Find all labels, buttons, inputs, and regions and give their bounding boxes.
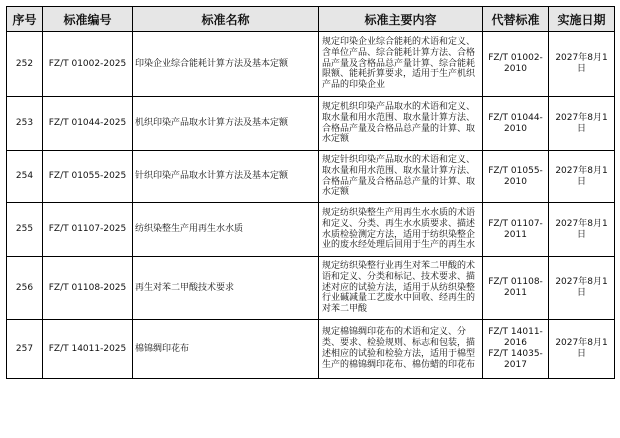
row-content: 规定纺织染整行业再生对苯二甲酸的术语和定义、分类和标记、技术要求、描述对应的试验方法，适用于从纺织染整行业碱减量工艺废水中回收、经再生的对苯二甲酸 [319,257,483,320]
row-code: FZ/T 01044-2025 [43,97,133,151]
header-seq: 序号 [7,7,43,32]
header-content: 标准主要内容 [319,7,483,32]
row-content: 规定棉锦绸印花布的术语和定义、分类、要求、检验规则、标志和包装，描述相应的试验和检验方法，适用于棉型生产的棉锦绸印花布、棉仿蜡的印花布 [319,320,483,379]
row-seq: 254 [7,151,43,203]
row-content: 规定机织印染产品取水的术语和定义、取水量和用水范围、取水量计算方法、合格品产量及合格品总产量的计算、取水定额 [319,97,483,151]
header-replace: 代替标准 [483,7,549,32]
row-replace: FZ/T 01044-2010 [483,97,549,151]
header-name: 标准名称 [133,7,319,32]
table-row [7,151,615,203]
row-code: FZ/T 14011-2025 [43,320,133,379]
table-row [7,32,615,97]
row-replace: FZ/T 01002-2010 [483,32,549,97]
row-date: 2027年8月1日 [549,203,615,257]
standards-table [6,6,615,379]
row-seq: 255 [7,203,43,257]
row-date: 2027年8月1日 [549,32,615,97]
row-seq: 256 [7,257,43,320]
table-row [7,97,615,151]
row-content: 规定针织印染产品取水的术语和定义、取水量和用水范围、取水量计算方法、合格品产量及合格品总产量的计算、取水定额 [319,151,483,203]
row-content: 规定纺织染整生产用再生水水质的术语和定义、分类、再生水水质要求、描述水质检验测定方法，适用于纺织染整企业的废水经处理后回用于生产的再生水 [319,203,483,257]
row-date: 2027年8月1日 [549,257,615,320]
header-code: 标准编号 [43,7,133,32]
row-replace: FZ/T 01108-2011 [483,257,549,320]
table-row [7,203,615,257]
row-code: FZ/T 01002-2025 [43,32,133,97]
row-name: 针织印染产品取水计算方法及基本定额 [133,151,319,203]
row-name: 棉锦绸印花布 [133,320,319,379]
row-replace: FZ/T 01107-2011 [483,203,549,257]
row-name: 纺织染整生产用再生水水质 [133,203,319,257]
table-row [7,257,615,320]
header-row [7,7,615,32]
row-seq: 257 [7,320,43,379]
row-name: 机织印染产品取水计算方法及基本定额 [133,97,319,151]
row-replace: FZ/T 01055-2010 [483,151,549,203]
row-date: 2027年8月1日 [549,320,615,379]
row-content: 规定印染企业综合能耗的术语和定义、含单位产品、综合能耗计算方法、合格品产量及含格品总产量计算、综合能耗限额、能耗折算要求，适用于生产机织产品的印染企业 [319,32,483,97]
table-row [7,320,615,379]
row-code: FZ/T 01107-2025 [43,203,133,257]
row-seq: 253 [7,97,43,151]
row-name: 印染企业综合能耗计算方法及基本定额 [133,32,319,97]
row-date: 2027年8月1日 [549,151,615,203]
row-code: FZ/T 01108-2025 [43,257,133,320]
row-replace: FZ/T 14011-2016 FZ/T 14035-2017 [483,320,549,379]
header-date: 实施日期 [549,7,615,32]
row-date: 2027年8月1日 [549,97,615,151]
row-seq: 252 [7,32,43,97]
row-name: 再生对苯二甲酸技术要求 [133,257,319,320]
row-code: FZ/T 01055-2025 [43,151,133,203]
